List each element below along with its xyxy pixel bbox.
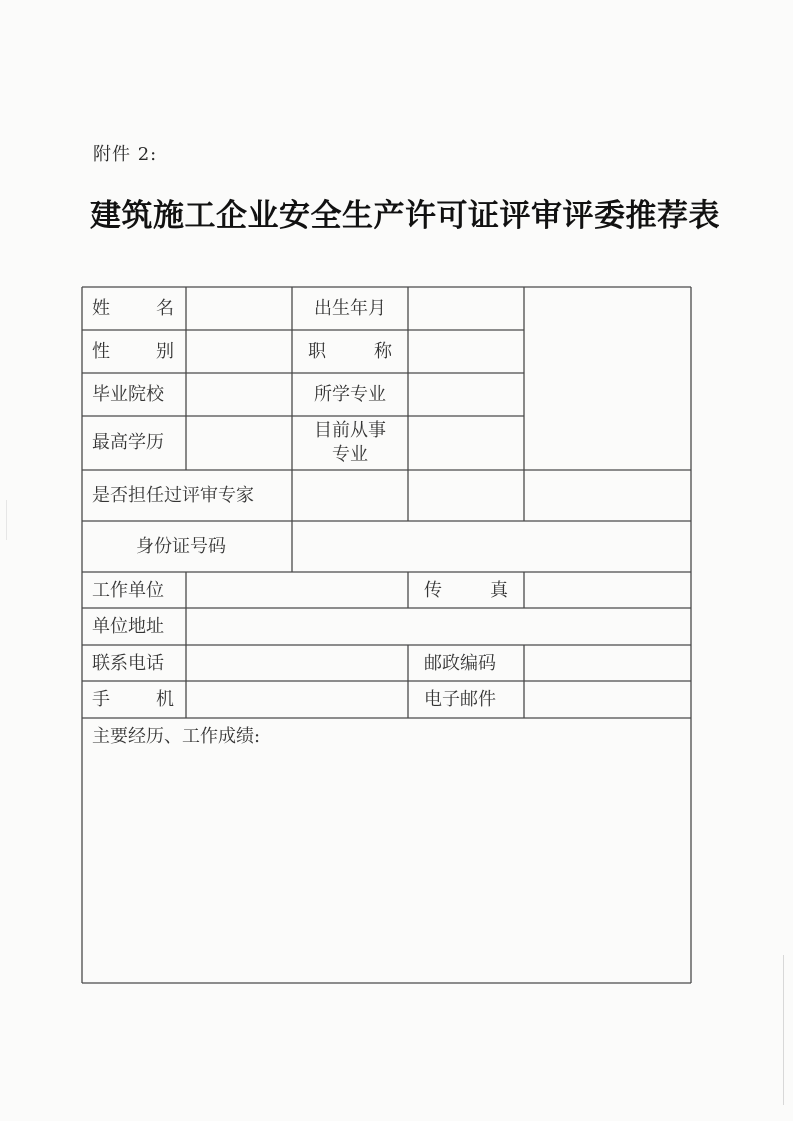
education-label: 最高学历 [92,432,164,453]
job-title-label: 职 称 [308,341,392,362]
email-label: 电子邮件 [424,689,496,710]
name-label: 姓 名 [92,298,174,319]
gender-label: 性 别 [92,341,174,362]
attachment-label: 附件 2: [93,144,158,165]
birth-date-label: 出生年月 [314,298,386,319]
scan-artifact [6,500,7,540]
work-unit-label: 工作单位 [92,580,164,601]
fax-label: 传 真 [424,580,508,601]
address-label: 单位地址 [92,616,164,637]
scan-artifact [783,955,784,1105]
major-label: 所学专业 [314,384,386,405]
mobile-label: 手 机 [92,689,174,710]
current-major-label: 目前从事 专业 [314,420,386,465]
phone-label: 联系电话 [92,653,164,674]
postcode-label: 邮政编码 [424,653,496,674]
form-title: 建筑施工企业安全生产许可证评审评委推荐表 [90,198,720,234]
expert-label: 是否担任过评审专家 [92,485,254,506]
experience-label: 主要经历、工作成绩: [92,726,261,747]
school-label: 毕业院校 [92,384,164,405]
id-number-label: 身份证号码 [136,536,226,557]
